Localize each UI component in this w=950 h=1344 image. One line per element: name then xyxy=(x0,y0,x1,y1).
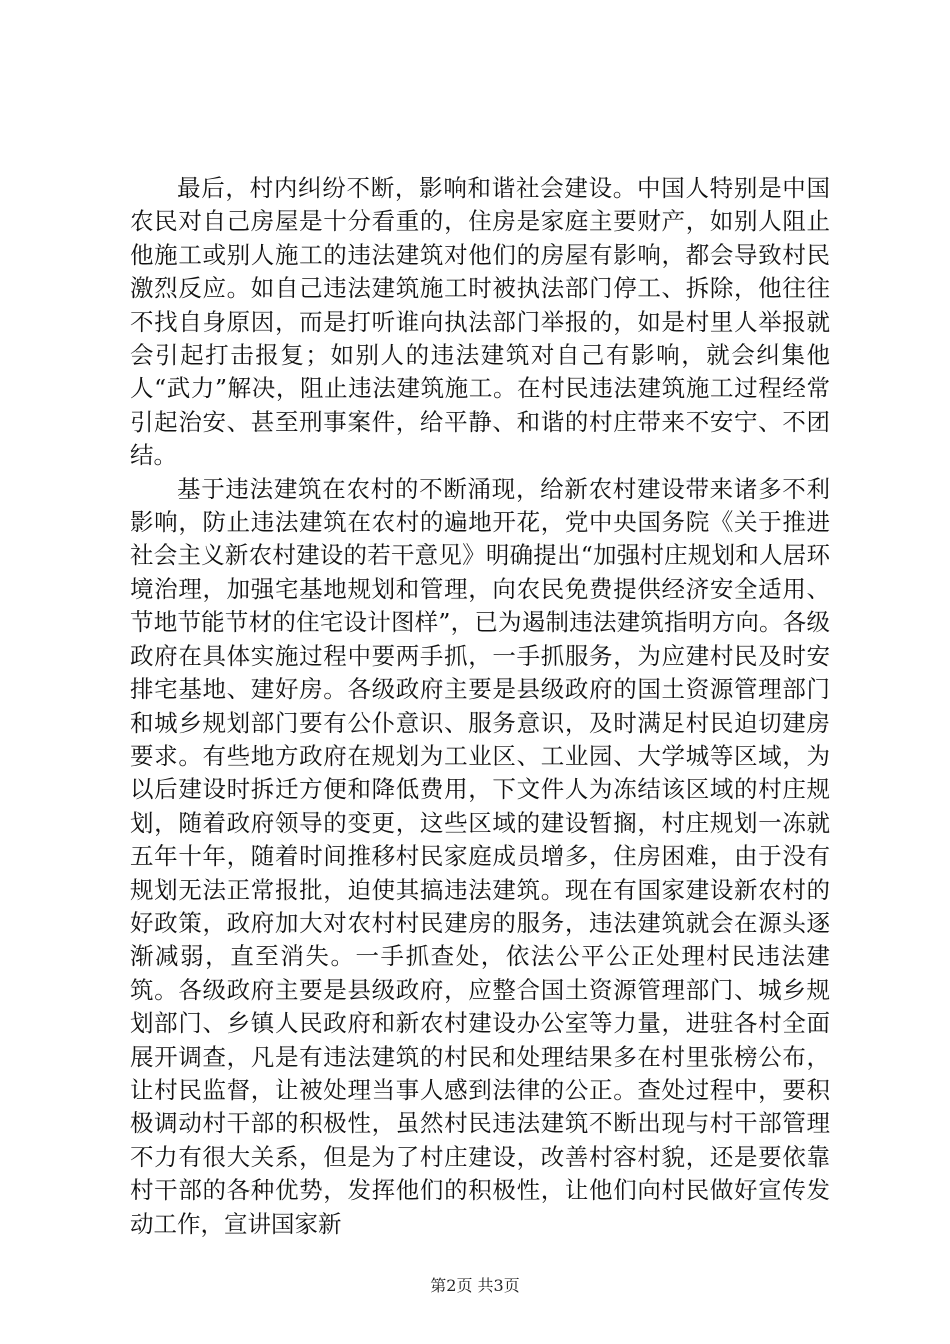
document-body xyxy=(130,172,830,1241)
page-footer: 第2页 共3页 xyxy=(430,1276,520,1295)
paragraph-village-disputes: 最后，村内纠纷不断，影响和谐社会建设。中国人特别是中国农民对自己房屋是十分看重的，住房是家庭主要财产，如别人阻止他施工或别人施工的违法建筑对他们的房屋有影响，都会导致村民激烈反应。如自己违法建筑施工时被执法部门停工、拆除，他往往不找自身原因，而是打听谁向执法部门举报的，如是村里人举报就会引起打击报复；如别人的违法建筑对自己有影响，就会纠集他人“武力”解决，阻止违法建筑施工。在村民违法建筑施工过程经常引起治安、甚至刑事案件，给平静、和谐的村庄带来不安宁、不团结。 xyxy=(130,174,830,470)
paragraph-measures: 基于违法建筑在农村的不断涌现，给新农村建设带来诸多不利影响，防止违法建筑在农村的遍地开花，党中央国务院《关于推进社会主义新农村建设的若干意见》明确提出“加强村庄规划和人居环境治理，加强宅基地规划和管理，向农民免费提供经济安全适用、节地节能节材的住宅设计图样”，已为遏制违法建筑指明方向。各级政府在具体实施过程中要两手抓，一手抓服务，为应建村民及时安排宅基地、建好房。各级政府主要是县级政府的国土资源管理部门和城乡规划部门要有公仆意识、服务意识，及时满足村民迫切建房要求。有些地方政府在规划为工业区、工业园、大学城等区域，为以后建设时拆迁方便和降低费用，下文件人为冻结该区域的村庄规划，随着政府领导的变更，这些区域的建设暂搁，村庄规划一冻就五年十年，随着时间推移村民家庭成员增多，住房困难，由于没有规划无法正常报批，迫使其搞违法建筑。现在有国家建设新农村的好政策，政府加大对农村村民建房的服务，违法建筑就会在源头逐渐减弱，直至消失。一手抓查处，依法公平公正处理村民违法建筑。各级政府主要是县级政府，应整合国土资源管理部门、城乡规划部门、乡镇人民政府和新农村建设办公室等力量，进驻各村全面展开调查，凡是有违法建筑的村民和处理结果多在村里张榜公布，让村民监督，让被处理当事人感到法律的公正。查处过程中，要积极调动村干部的积极性，虽然村民违法建筑不断出现与村干部管理不力有很大关系，但是为了村庄建设，改善村容村貌，还是要依靠村干部的各种优势，发挥他们的积极性，让他们向村民做好宣传发动工作，宣讲国家新 xyxy=(130,474,830,1238)
